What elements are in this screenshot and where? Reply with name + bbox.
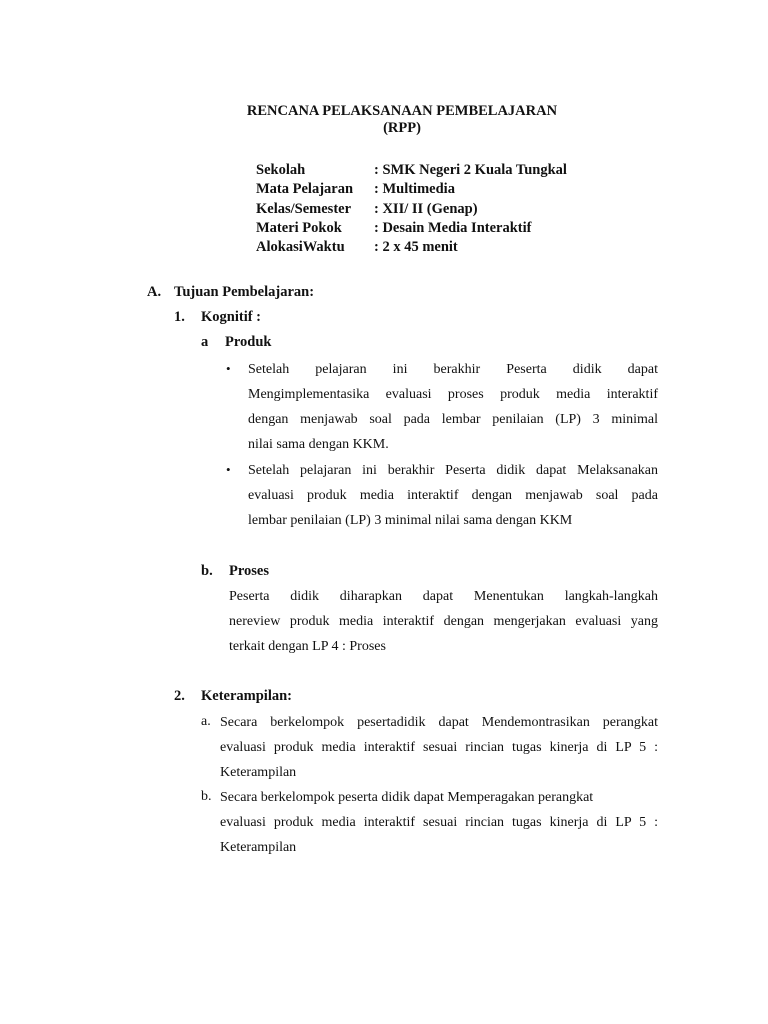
text-line: Setelah pelajaran ini berakhir Peserta didik dapat Melaksanakan <box>248 463 658 478</box>
kognitif-title: Kognitif : <box>201 309 262 325</box>
text-line: evaluasi produk media interaktif sesuai rincian tugas kinerja di LP 5 : <box>220 815 658 830</box>
info-label: Sekolah <box>256 162 306 178</box>
text-line: Keterampilan <box>220 840 297 855</box>
proses-paragraph <box>229 588 658 663</box>
text-line: lembar penilaian (LP) 3 minimal nilai sama dengan KKM <box>248 513 573 528</box>
produk-bullet-1 <box>248 361 658 461</box>
text-line: evaluasi produk media interaktif sesuai rincian tugas kinerja di LP 5 : <box>220 740 658 755</box>
info-label: Materi Pokok <box>256 220 342 236</box>
text-line: Mengimplementasika evaluasi proses produk media interaktif <box>248 387 658 402</box>
text-line: nereview produk media interaktif dengan mengerjakan evaluasi yang <box>229 614 658 629</box>
info-value: : Desain Media Interaktif <box>374 220 532 236</box>
produk-title: Produk <box>225 334 272 350</box>
text-line: Secara berkelompok pesertadidik dapat Mendemontrasikan perangkat <box>220 715 658 730</box>
proses-marker: b. <box>201 563 213 579</box>
text-line: dengan menjawab soal pada lembar penilaian (LP) 3 minimal <box>248 412 658 427</box>
text-line: Secara berkelompok peserta didik dapat Memperagakan perangkat <box>220 790 594 805</box>
bullet-icon: • <box>226 361 231 376</box>
keterampilan-item-b-marker: b. <box>201 789 212 804</box>
keterampilan-item-a <box>220 714 658 789</box>
keterampilan-item-a-marker: a. <box>201 714 211 729</box>
proses-title: Proses <box>229 563 270 579</box>
produk-bullet-2 <box>248 462 658 537</box>
info-value: : 2 x 45 menit <box>374 239 458 255</box>
info-value: : SMK Negeri 2 Kuala Tungkal <box>374 162 567 178</box>
text-line: terkait dengan LP 4 : Proses <box>229 639 386 654</box>
produk-marker: a <box>201 334 209 350</box>
text-line: nilai sama dengan KKM. <box>248 437 389 452</box>
keterampilan-item-b <box>220 789 658 864</box>
section-a-marker: A. <box>147 284 162 300</box>
text-line: Peserta didik diharapkan dapat Menentukan langkah-langkah <box>229 589 658 604</box>
keterampilan-marker: 2. <box>174 688 185 704</box>
info-value: : XII/ II (Genap) <box>374 201 478 217</box>
text-line: evaluasi produk media interaktif dengan menjawab soal pada <box>248 488 658 503</box>
info-value: : Multimedia <box>374 181 455 197</box>
section-a-title: Tujuan Pembelajaran: <box>174 284 315 300</box>
text-line: Keterampilan <box>220 765 297 780</box>
bullet-icon: • <box>226 462 231 477</box>
info-label: AlokasiWaktu <box>256 239 345 255</box>
info-label: Kelas/Semester <box>256 201 352 217</box>
keterampilan-title: Keterampilan: <box>201 688 293 704</box>
info-label: Mata Pelajaran <box>256 181 354 197</box>
document-subtitle: (RPP) <box>383 120 421 136</box>
text-line: Setelah pelajaran ini berakhir Peserta didik dapat <box>248 362 658 377</box>
kognitif-marker: 1. <box>174 309 185 325</box>
document-title: RENCANA PELAKSANAAN PEMBELAJARAN <box>246 103 558 119</box>
